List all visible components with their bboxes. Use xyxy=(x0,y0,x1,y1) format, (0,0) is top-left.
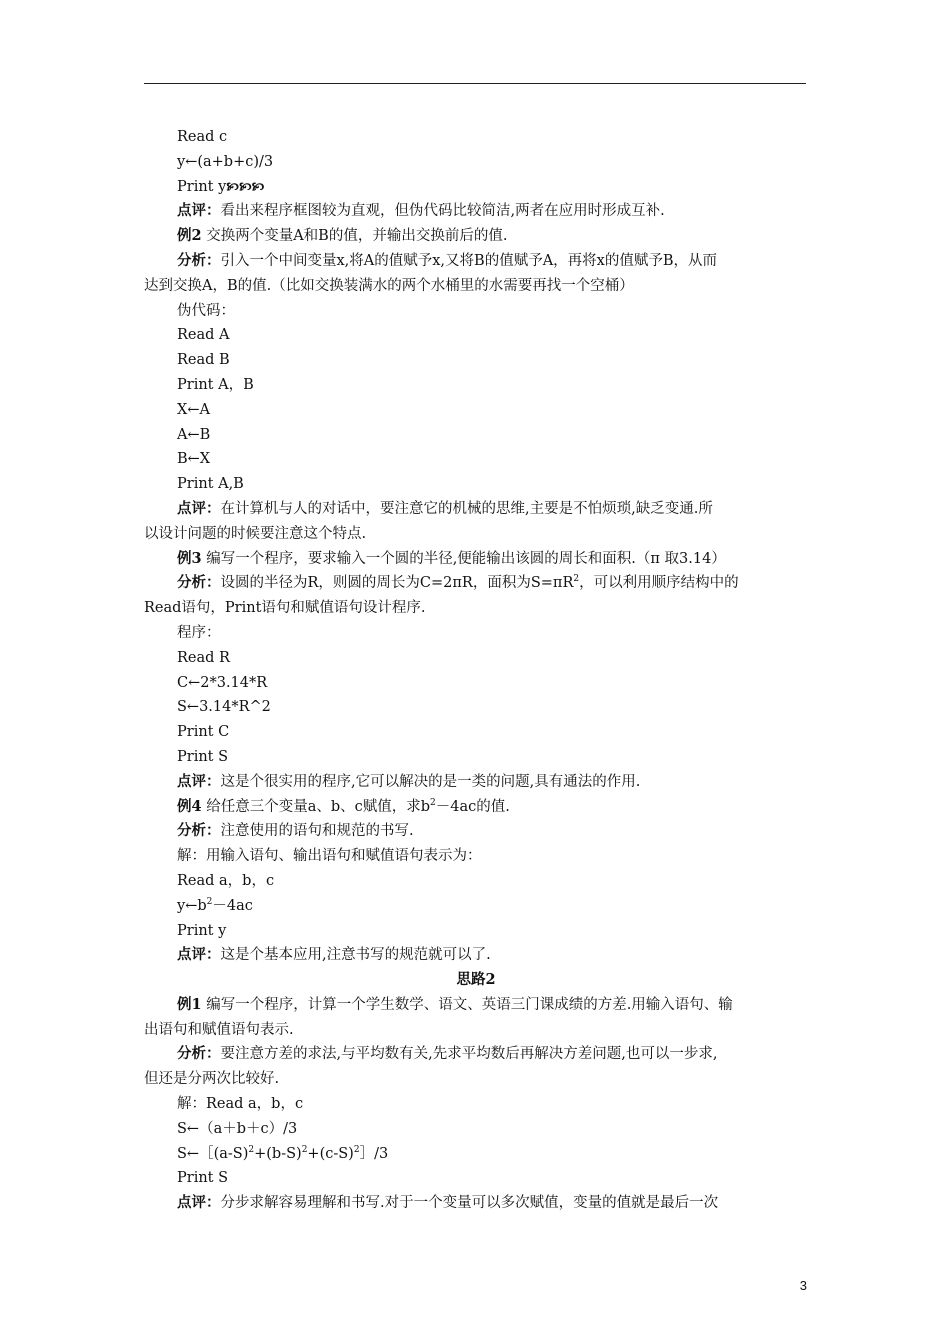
code-line: Print C xyxy=(177,724,230,741)
section-title: 思路2 xyxy=(456,971,496,989)
example-heading xyxy=(144,993,808,1018)
header-rule xyxy=(144,83,806,84)
code-line xyxy=(144,175,808,200)
code-text: －4ac xyxy=(212,897,253,914)
code-text: +(c-S) xyxy=(307,1145,354,1162)
superscript: 2 xyxy=(301,1144,308,1155)
code-text: S←［(a-S) xyxy=(177,1145,249,1162)
code-line: Read R xyxy=(177,649,230,666)
analysis-paragraph xyxy=(144,1042,808,1067)
comment-text: 在计算机与人的对话中，要注意它的机械的思维,主要是不怕烦琐,缺乏变通.所 xyxy=(220,500,713,517)
comment-paragraph xyxy=(144,199,808,224)
example-continuation: 出语句和赋值语句表示. xyxy=(144,1021,294,1038)
comment-label: 点评： xyxy=(177,772,221,790)
code-line: y←(a+b+c)/3 xyxy=(177,153,274,170)
example-heading xyxy=(144,547,808,572)
code-line: S←（a＋b＋c）/3 xyxy=(177,1120,298,1137)
pseudocode-label: 伪代码： xyxy=(177,302,235,319)
analysis-label: 分析： xyxy=(177,1045,221,1063)
superscript: 2 xyxy=(353,1144,360,1155)
superscript: 2 xyxy=(430,797,436,808)
example-heading xyxy=(144,795,808,820)
code-line: A←B xyxy=(177,426,211,443)
analysis-text: 引入一个中间变量x,将A的值赋予x,又将B的值赋予A，再将x的值赋予B，从而 xyxy=(220,252,718,269)
page-number: 3 xyxy=(799,1278,807,1293)
code-text: y←b xyxy=(177,897,207,914)
comment-label: 点评： xyxy=(177,946,221,964)
superscript: 2 xyxy=(573,574,580,585)
comment-paragraph xyxy=(144,497,808,522)
code-line: Read A xyxy=(177,327,230,344)
analysis-paragraph xyxy=(144,249,808,274)
analysis-label: 分析： xyxy=(177,574,221,592)
code-line xyxy=(144,1142,808,1167)
comment-paragraph xyxy=(144,943,808,968)
code-line: Print A,B xyxy=(177,476,244,493)
code-line: Read B xyxy=(177,352,230,369)
comment-text: 看出来程序框图较为直观，但伪代码比较简洁,两者在应用时形成互补. xyxy=(220,203,665,220)
solution-line: 解：用输入语句、输出语句和赋值语句表示为： xyxy=(177,848,482,865)
analysis-continuation: 达到交换A，B的值.（比如交换装满水的两个水桶里的水需要再找一个空桶） xyxy=(144,277,634,294)
code-line: Print y xyxy=(177,922,227,939)
code-line: C←2*3.14*R xyxy=(177,674,268,691)
code-text: ］/3 xyxy=(359,1145,389,1162)
analysis-label: 分析： xyxy=(177,251,221,269)
comment-text: 这是个基本应用,注意书写的规范就可以了. xyxy=(220,947,491,964)
decorative-glyphs: 🙡🙡🙡 xyxy=(226,179,265,195)
comment-label: 点评： xyxy=(177,1194,221,1212)
solution-line: 解：Read a，b，c xyxy=(177,1096,304,1113)
comment-continuation: 以设计问题的时候要注意这个特点. xyxy=(144,525,367,542)
comment-text: 分步求解容易理解和书写.对于一个变量可以多次赋值，变量的值就是最后一次 xyxy=(220,1195,719,1212)
analysis-paragraph xyxy=(144,819,808,844)
example-heading xyxy=(144,224,808,249)
example-text: 编写一个程序，计算一个学生数学、语文、英语三门课成绩的方差.用输入语句、输 xyxy=(201,996,733,1013)
analysis-text: 要注意方差的求法,与平均数有关,先求平均数后再解决方差问题,也可以一步求, xyxy=(220,1046,718,1063)
analysis-paragraph xyxy=(144,571,808,596)
comment-label: 点评： xyxy=(177,499,221,517)
code-line xyxy=(144,894,808,919)
comment-text: 这是个很实用的程序,它可以解决的是一类的问题,具有通法的作用. xyxy=(220,773,641,790)
analysis-continuation: Read语句，Print语句和赋值语句设计程序. xyxy=(144,600,426,617)
example-label: 例2 xyxy=(177,227,202,245)
code-line: Read c xyxy=(177,129,228,145)
code-line: S←3.14*R^2 xyxy=(177,699,271,716)
comment-label: 点评： xyxy=(177,202,221,220)
code-line: X←A xyxy=(177,401,210,418)
example-text: 交换两个变量A和B的值，并输出交换前后的值. xyxy=(201,228,508,245)
code-line: Print A，B xyxy=(177,376,254,393)
comment-paragraph xyxy=(144,1191,808,1216)
comment-paragraph xyxy=(144,770,808,795)
code-line: Read a，b，c xyxy=(177,872,275,889)
code-line: Print S xyxy=(177,1170,229,1187)
superscript: 2 xyxy=(206,896,213,907)
program-label: 程序： xyxy=(177,624,221,641)
example-text: －4ac的值. xyxy=(435,798,510,815)
code-line: Print S xyxy=(177,748,229,765)
analysis-text: ，可以利用顺序结构中的 xyxy=(579,575,739,592)
code-text: Print y xyxy=(177,178,227,195)
analysis-text: 注意使用的语句和规范的书写. xyxy=(220,823,414,840)
superscript: 2 xyxy=(248,1144,255,1155)
example-label: 例4 xyxy=(177,797,202,815)
code-line: B←X xyxy=(177,451,211,468)
analysis-label: 分析： xyxy=(177,822,221,840)
example-label: 例1 xyxy=(177,995,202,1013)
example-text: 给任意三个变量a、b、c赋值，求b xyxy=(201,798,431,815)
example-text: 编写一个程序，要求输入一个圆的半径,便能输出该圆的周长和面积.（π 取3.14） xyxy=(201,550,726,567)
example-label: 例3 xyxy=(177,549,202,567)
document-body xyxy=(144,125,808,1216)
analysis-continuation: 但还是分两次比较好. xyxy=(144,1071,280,1088)
analysis-text: 设圆的半径为R，则圆的周长为C=2πR，面积为S=πR xyxy=(220,575,574,592)
code-text: +(b-S) xyxy=(254,1145,302,1162)
